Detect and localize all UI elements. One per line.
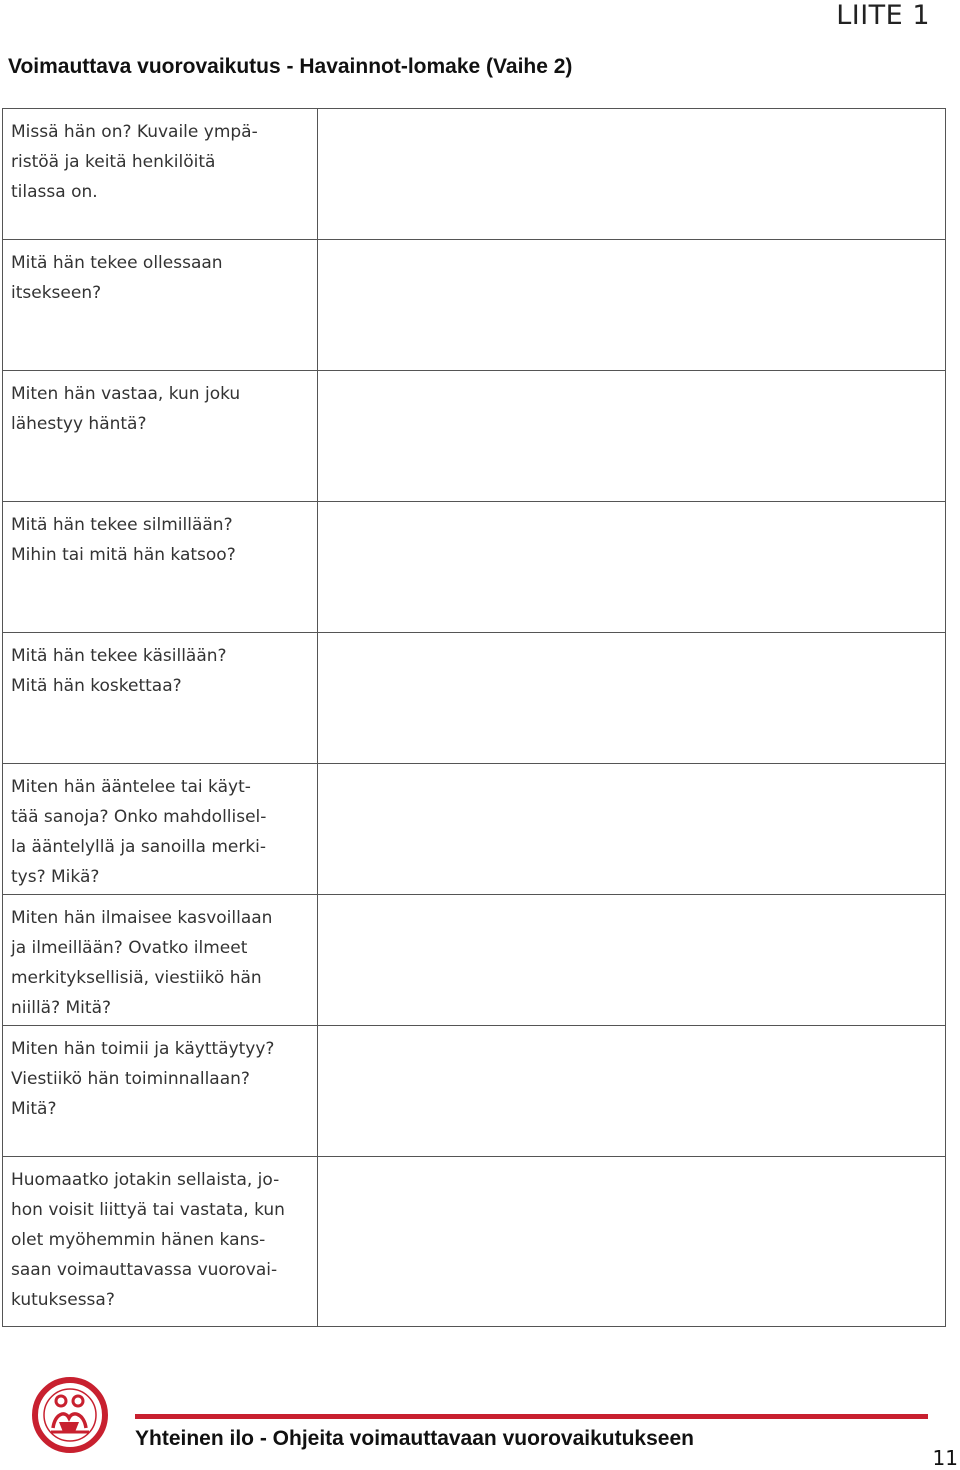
question-cell xyxy=(3,240,318,371)
question-cell xyxy=(3,1157,318,1327)
form-row xyxy=(3,502,946,633)
question-text: Miten hän toimii ja käyttäytyy? Viestiikö hän toiminnallaan? Mitä? xyxy=(11,1039,275,1119)
form-row xyxy=(3,109,946,240)
answer-field[interactable] xyxy=(318,502,946,633)
form-row xyxy=(3,240,946,371)
form-row xyxy=(3,1026,946,1157)
answer-field[interactable] xyxy=(318,371,946,502)
answer-field[interactable] xyxy=(318,1157,946,1327)
annex-label: LIITE 1 xyxy=(836,0,930,31)
form-row xyxy=(3,764,946,895)
answer-field[interactable] xyxy=(318,633,946,764)
question-cell xyxy=(3,633,318,764)
footer-title: Yhteinen ilo - Ohjeita voimauttavaan vuorovaikutukseen xyxy=(135,1427,694,1450)
question-text: Mitä hän tekee ollessaan itsekseen? xyxy=(11,253,223,303)
question-text: Mitä hän tekee silmillään? Mihin tai mitä hän katsoo? xyxy=(11,515,236,565)
question-cell xyxy=(3,895,318,1026)
question-cell xyxy=(3,1026,318,1157)
question-cell xyxy=(3,502,318,633)
form-row xyxy=(3,895,946,1026)
answer-field[interactable] xyxy=(318,895,946,1026)
question-text: Miten hän ääntelee tai käyt- tää sanoja? Onko mahdollisel- la ääntelyllä ja sanoilla merki- tys? Mikä? xyxy=(11,777,267,887)
question-cell xyxy=(3,764,318,895)
answer-field[interactable] xyxy=(318,109,946,240)
answer-field[interactable] xyxy=(318,240,946,371)
question-text: Miten hän ilmaisee kasvoillaan ja ilmeillään? Ovatko ilmeet merkityksellisiä, viestiikö hän niillä? Mitä? xyxy=(11,908,273,1018)
form-row xyxy=(3,1157,946,1327)
form-row xyxy=(3,633,946,764)
form-title: Voimauttava vuorovaikutus - Havainnot-lomake (Vaihe 2) xyxy=(8,55,573,78)
question-cell xyxy=(3,371,318,502)
question-text: Huomaatko jotakin sellaista, jo- hon voisit liittyä tai vastata, kun olet myöhemmin hänen kans- saan voimauttavassa vuorovai- kutuksessa? xyxy=(11,1170,285,1310)
observation-form-table xyxy=(2,108,946,1327)
footer-divider xyxy=(135,1414,928,1419)
question-text: Mitä hän tekee käsillään? Mitä hän koskettaa? xyxy=(11,646,227,696)
question-text: Miten hän vastaa, kun joku lähestyy häntä? xyxy=(11,384,241,434)
family-logo-icon xyxy=(31,1376,109,1454)
form-row xyxy=(3,371,946,502)
answer-field[interactable] xyxy=(318,1026,946,1157)
question-cell xyxy=(3,109,318,240)
answer-field[interactable] xyxy=(318,764,946,895)
page-number: 11 xyxy=(932,1446,958,1470)
question-text: Missä hän on? Kuvaile ympä- ristöä ja keitä henkilöitä tilassa on. xyxy=(11,122,258,202)
